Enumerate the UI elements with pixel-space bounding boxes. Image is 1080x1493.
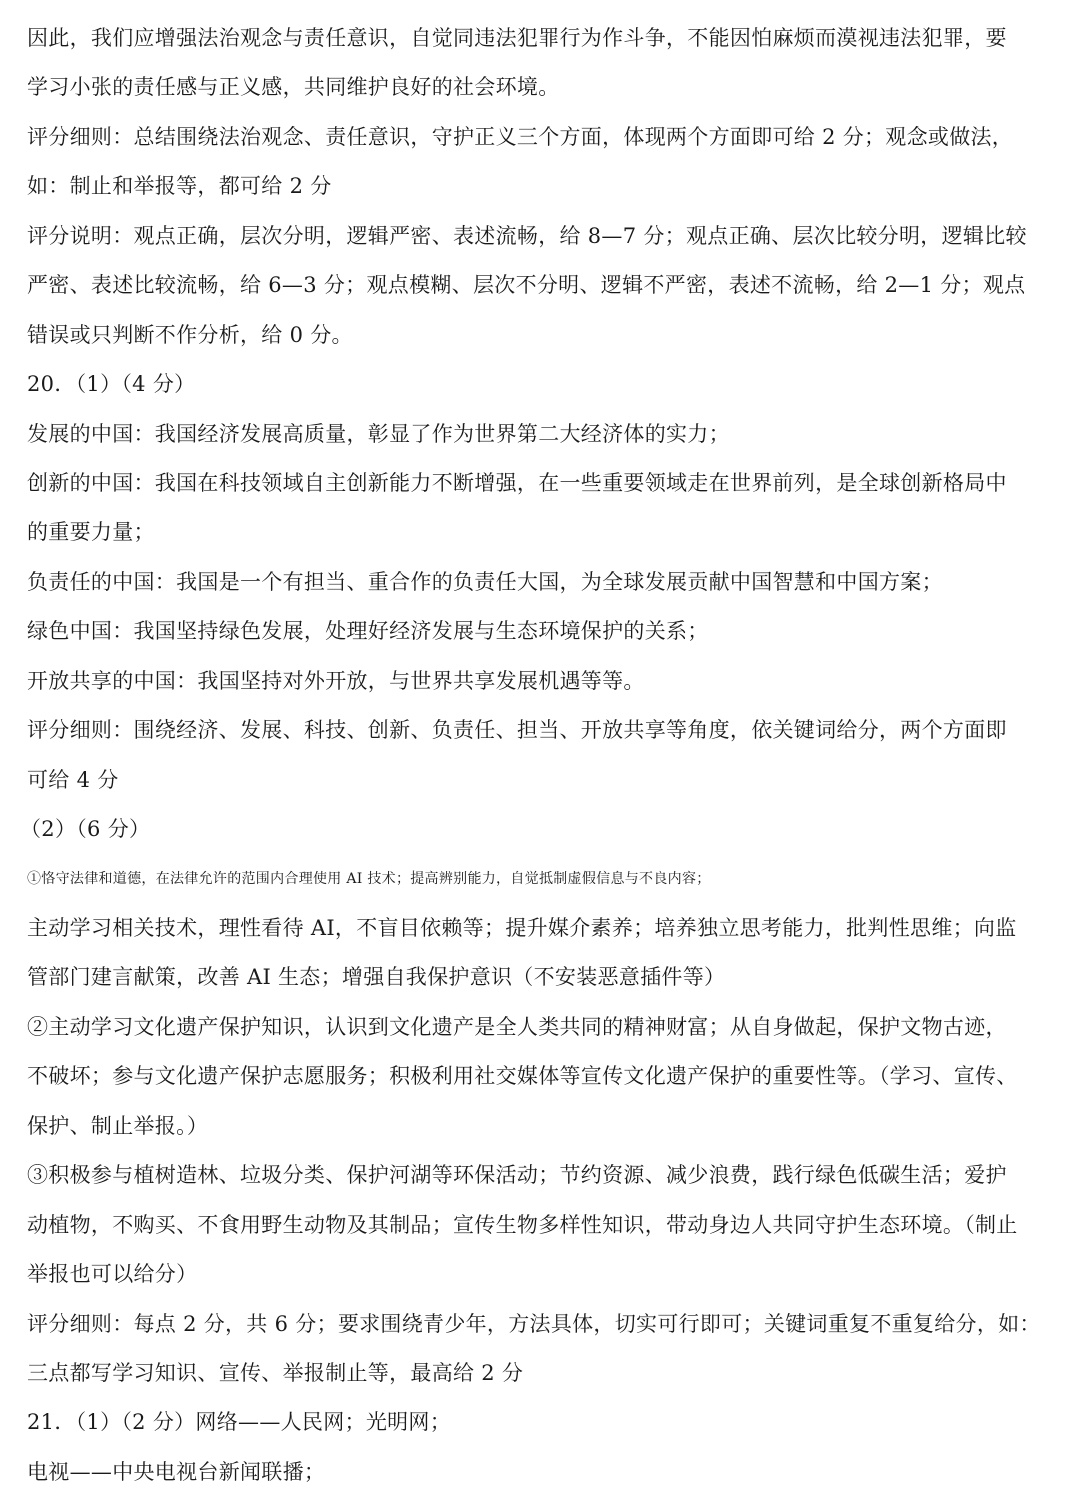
text-line: ②主动学习文化遗产保护知识，认识到文化遗产是全人类共同的精神财富；从自身做起，保护文物古迹， (27, 1015, 1007, 1039)
text-line: 如：制止和举报等，都可给 2 分 (27, 174, 332, 198)
text-line: 评分说明：观点正确，层次分明，逻辑严密、表述流畅，给 8—7 分；观点正确、层次比较分明，逻辑比较 (27, 224, 1027, 248)
text-line: 评分细则：每点 2 分，共 6 分；要求围绕青少年，方法具体，切实可行即可；关键词重复不重复给分，如： (27, 1312, 1041, 1336)
text-line: 严密、表述比较流畅，给 6—3 分；观点模糊、层次不分明、逻辑不严密，表述不流畅，给 2—1 分；观点 (27, 273, 1026, 297)
sub-question-number: （2）（6 分） (20, 817, 151, 841)
text-line: 动植物，不购买、不食用野生动物及其制品；宣传生物多样性知识，带动身边人共同守护生态环境。（制止 (27, 1213, 1018, 1237)
text-line: 举报也可以给分） (27, 1262, 198, 1286)
text-line: 评分细则：围绕经济、发展、科技、创新、负责任、担当、开放共享等角度，依关键词给分，两个方面即 (27, 718, 1007, 742)
question-number: 20．（1）（4 分） (27, 372, 196, 396)
text-line: 保护、制止举报。） (27, 1114, 209, 1138)
text-line: 错误或只判断不作分析，给 0 分。 (27, 323, 353, 347)
text-line: 负责任的中国：我国是一个有担当、重合作的负责任大国，为全球发展贡献中国智慧和中国方案； (27, 570, 943, 594)
text-line: 绿色中国：我国坚持绿色发展，处理好经济发展与生态环境保护的关系； (27, 619, 709, 643)
text-line: 的重要力量； (27, 520, 155, 544)
text-line: 发展的中国：我国经济发展高质量，彰显了作为世界第二大经济体的实力； (27, 422, 730, 446)
question-number: 21．（1）（2 分）网络——人民网；光明网； (27, 1410, 452, 1434)
text-line: ③积极参与植树造林、垃圾分类、保护河湖等环保活动；节约资源、减少浪费，践行绿色低碳生活；爱护 (27, 1163, 1007, 1187)
text-line: 可给 4 分 (27, 768, 119, 792)
text-line: 开放共享的中国：我国坚持对外开放，与世界共享发展机遇等等。 (27, 669, 645, 693)
text-line: 电视——中央电视台新闻联播； (27, 1460, 326, 1484)
text-line: 管部门建言献策，改善 AI 生态；增强自我保护意识（不安装恶意插件等） (27, 965, 726, 989)
text-line: ①恪守法律和道德，在法律允许的范围内合理使用 AI 技术；提高辨别能力，自觉抵制虚假信息与不良内容； (27, 871, 711, 887)
text-line: 主动学习相关技术，理性看待 AI，不盲目依赖等；提升媒介素养；培养独立思考能力，批判性思维；向监 (27, 916, 1017, 940)
text-line: 因此，我们应增强法治观念与责任意识，自觉同违法犯罪行为作斗争，不能因怕麻烦而漠视违法犯罪，要 (27, 26, 1007, 50)
text-line: 不破坏；参与文化遗产保护志愿服务；积极利用社交媒体等宣传文化遗产保护的重要性等。（学习、宣传、 (27, 1064, 1018, 1088)
text-line: 学习小张的责任感与正义感，共同维护良好的社会环境。 (27, 75, 560, 99)
text-line: 创新的中国：我国在科技领域自主创新能力不断增强，在一些重要领域走在世界前列，是全球创新格局中 (27, 471, 1007, 495)
text-line: 评分细则：总结围绕法治观念、责任意识，守护正义三个方面，体现两个方面即可给 2 分；观念或做法， (27, 125, 1014, 149)
text-line: 三点都写学习知识、宣传、举报制止等，最高给 2 分 (27, 1361, 524, 1385)
